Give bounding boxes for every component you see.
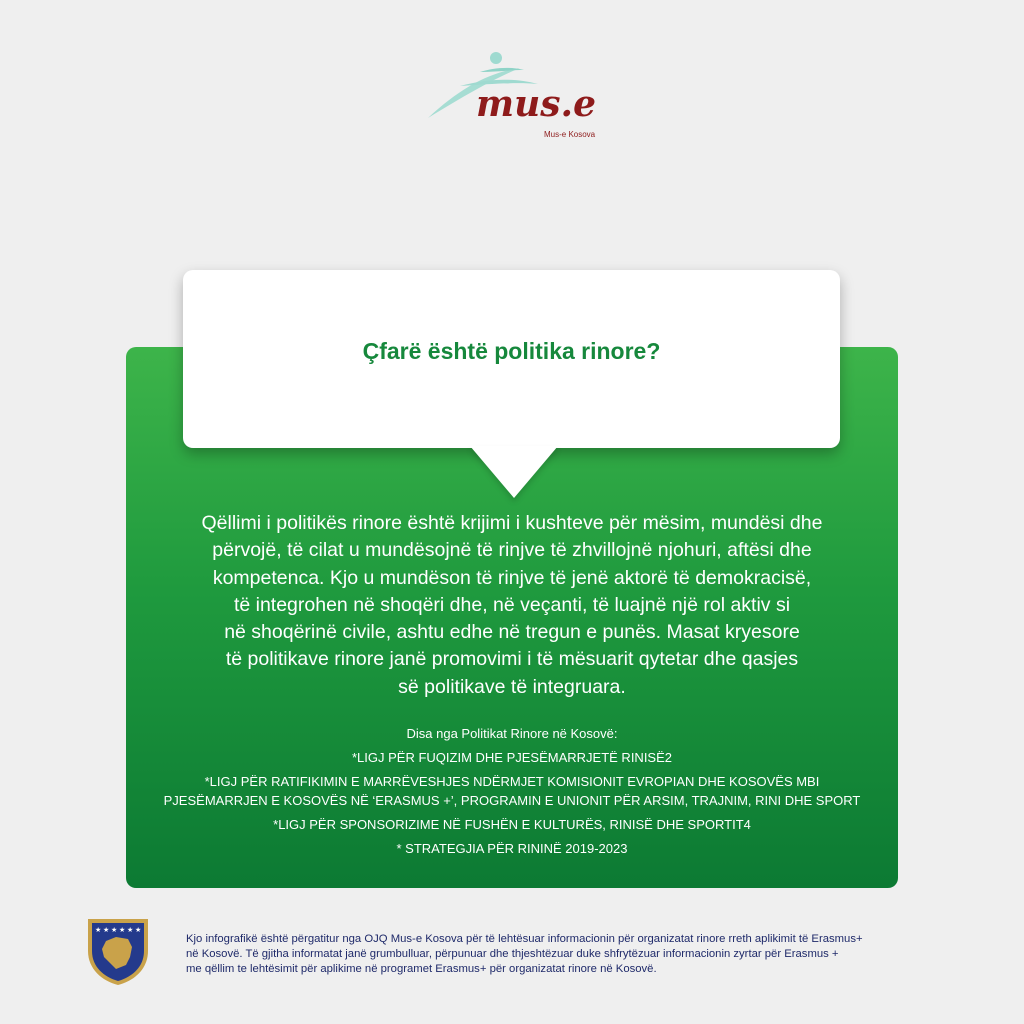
policy-item: *LIGJ PËR SPONSORIZIME NË FUSHËN E KULTURËS, RINISË DHE SPORTIT4	[273, 817, 751, 832]
intro-line: në shoqërinë civile, ashtu edhe në tregun e punës. Masat kryesore	[224, 621, 800, 644]
mus-e-wordmark-icon	[420, 48, 610, 128]
svg-text:mus.e: mus.e	[476, 83, 596, 125]
svg-text:★: ★	[95, 926, 102, 934]
intro-line: të integrohen në shoqëri dhe, në veçanti, të luajnë një rol aktiv si	[233, 593, 791, 616]
svg-text:★: ★	[127, 926, 134, 934]
footer-line: me qëllim te lehtësimit për aplikime në programet Erasmus+ për organizatat rinore në Kosovë.	[186, 963, 657, 975]
intro-line: përvojë, të cilat u mundësojnë të rinjve të zhvillojnë njohuri, aftësi dhe	[212, 539, 812, 562]
svg-text:★: ★	[135, 926, 142, 934]
footer-disclaimer	[186, 932, 986, 977]
svg-text:★: ★	[111, 926, 118, 934]
kosovo-emblem-icon	[86, 917, 150, 987]
svg-text:★: ★	[119, 926, 126, 934]
speech-pointer	[470, 446, 558, 498]
page-title: Çfarë është politika rinore?	[362, 338, 661, 364]
policy-item-line: *LIGJ PËR RATIFIKIMIN E MARRËVESHJES NDËRMJET KOMISIONIT EVROPIAN DHE KOSOVËS MBI	[204, 774, 820, 789]
intro-paragraph	[150, 510, 874, 701]
intro-line: Qëllimi i politikës rinore është krijimi i kushteve për mësim, mundësi dhe	[201, 512, 823, 534]
logo-caption: Mus-e Kosova	[544, 130, 596, 139]
policy-item: *LIGJ PËR FUQIZIM DHE PJESËMARRJETË RINISË2	[352, 750, 672, 765]
intro-line: së politikave të integruara.	[398, 675, 626, 698]
intro-line: kompetenca. Kjo u mundëson të rinjve të jenë aktorë të demokracisë,	[212, 566, 812, 589]
policy-item: * STRATEGJIA PËR RININË 2019-2023	[396, 841, 628, 856]
mus-e-logo	[420, 48, 610, 143]
intro-line: të politikave rinore janë promovimi i të mësuarit qytetar dhe qasjes	[225, 648, 799, 671]
policies-heading: Disa nga Politikat Rinore në Kosovë:	[406, 726, 618, 741]
policies-list	[140, 724, 884, 863]
policy-item	[140, 772, 884, 810]
title-card	[183, 270, 840, 448]
footer-line: në Kosovë. Të gjitha informatat janë grumbulluar, përpunuar dhe thjeshtëzuar duke shfrytëzuar informacionin zyrtar për Erasmus +	[186, 948, 839, 960]
footer-line: Kjo infografikë është përgatitur nga OJQ Mus-e Kosova për të lehtësuar informacionin për organizatat rinore rreth aplikimit të Erasmus+	[186, 933, 863, 945]
policy-item-line: PJESËMARRJEN E KOSOVËS NË ‘ERASMUS +’, PROGRAMIN E UNIONIT PËR ARSIM, TRAJNIM, RINI DHE SPORT	[163, 793, 861, 808]
svg-text:★: ★	[103, 926, 110, 934]
